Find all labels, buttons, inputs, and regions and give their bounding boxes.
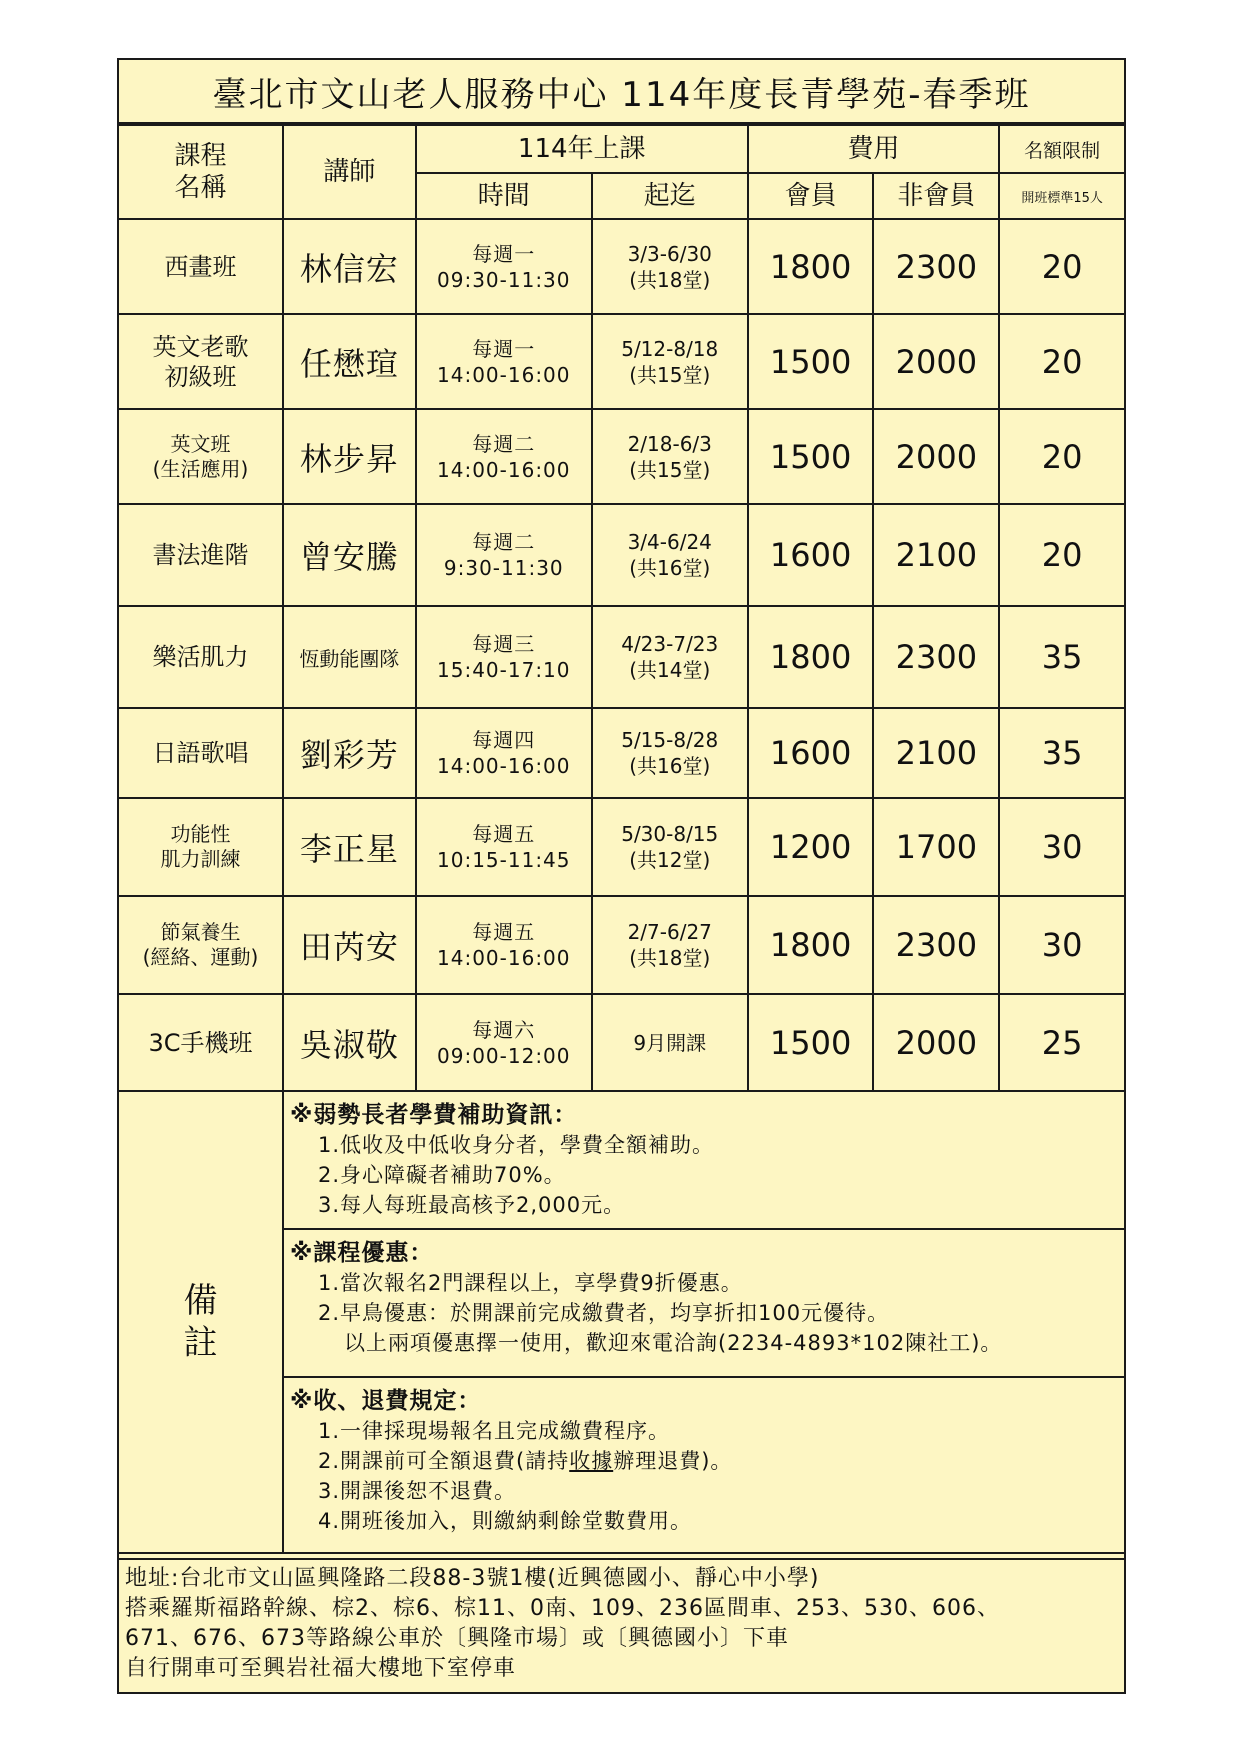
date-range: 5/12-8/18 (共15堂) — [592, 314, 748, 409]
quota: 25 — [999, 994, 1124, 1091]
teacher-name: 恆動能團隊 — [283, 606, 416, 708]
course-name: 西畫班 — [119, 219, 283, 314]
nonmember-fee: 2300 — [873, 219, 999, 314]
nonmember-fee: 2100 — [873, 504, 999, 606]
course-name: 書法進階 — [119, 504, 283, 606]
nonmember-fee: 2300 — [873, 606, 999, 708]
member-fee: 1800 — [748, 606, 874, 708]
header-member: 會員 — [748, 173, 874, 219]
quota: 35 — [999, 606, 1124, 708]
table-row — [119, 896, 1124, 994]
member-fee: 1500 — [748, 409, 874, 504]
notes-label: 備 註 — [119, 1091, 283, 1553]
class-time: 每週四 14:00-16:00 — [416, 708, 592, 798]
nonmember-fee: 1700 — [873, 798, 999, 896]
table-row — [119, 994, 1124, 1091]
discount-notes: ※課程優惠： 1.當次報名2門課程以上，享學費9折優惠。 2.早鳥優惠：於開課前完成繳費者，均享折扣100元優待。 以上兩項優惠擇一使用，歡迎來電洽詢(2234-4893*102陳社工)。 — [283, 1229, 1124, 1377]
quota: 20 — [999, 504, 1124, 606]
date-range: 5/15-8/28 (共16堂) — [592, 708, 748, 798]
class-time: 每週三 15:40-17:10 — [416, 606, 592, 708]
class-time: 每週五 14:00-16:00 — [416, 896, 592, 994]
date-range: 3/4-6/24 (共16堂) — [592, 504, 748, 606]
quota: 20 — [999, 219, 1124, 314]
teacher-name: 林步昇 — [283, 409, 416, 504]
course-name: 樂活肌力 — [119, 606, 283, 708]
class-time: 每週二 9:30-11:30 — [416, 504, 592, 606]
member-fee: 1500 — [748, 994, 874, 1091]
teacher-name: 任懋瑄 — [283, 314, 416, 409]
teacher-name: 曾安騰 — [283, 504, 416, 606]
table-row — [119, 798, 1124, 896]
refund-notes: ※收、退費規定： 1.一律採現場報名且完成繳費程序。 2.開課前可全額退費(請持收據辦理退費)。 3.開課後恕不退費。 4.開班後加入，則繳納剩餘堂數費用。 — [283, 1377, 1124, 1553]
bus-line-cont: 671、676、673等路線公車於〔興隆市場〕或〔興德國小〕下車 — [125, 1626, 789, 1651]
course-name: 節氣養生 (經絡、運動) — [119, 896, 283, 994]
quota: 20 — [999, 314, 1124, 409]
course-sheet — [117, 58, 1126, 1694]
header-quota-note: 開班標準15人 — [999, 173, 1124, 219]
quota: 35 — [999, 708, 1124, 798]
teacher-name: 李正星 — [283, 798, 416, 896]
teacher-name: 田芮安 — [283, 896, 416, 994]
member-fee: 1800 — [748, 219, 874, 314]
nonmember-fee: 2000 — [873, 409, 999, 504]
nonmember-fee: 2000 — [873, 994, 999, 1091]
nonmember-fee: 2100 — [873, 708, 999, 798]
member-fee: 1500 — [748, 314, 874, 409]
course-name: 3C手機班 — [119, 994, 283, 1091]
date-range: 9月開課 — [592, 994, 748, 1091]
address-footer — [119, 1558, 1124, 1692]
class-time: 每週一 09:30-11:30 — [416, 219, 592, 314]
date-range: 3/3-6/30 (共18堂) — [592, 219, 748, 314]
address-line: 地址:台北市文山區興隆路二段88-3號1樓(近興德國小、靜心中小學) — [125, 1566, 820, 1591]
nonmember-fee: 2300 — [873, 896, 999, 994]
member-fee: 1200 — [748, 798, 874, 896]
quota: 30 — [999, 798, 1124, 896]
table-row — [119, 606, 1124, 708]
member-fee: 1600 — [748, 708, 874, 798]
page-title: 臺北市文山老人服務中心 114年度長青學苑-春季班 — [119, 60, 1124, 124]
class-time: 每週一 14:00-16:00 — [416, 314, 592, 409]
header-nonmember: 非會員 — [873, 173, 999, 219]
teacher-name: 劉彩芳 — [283, 708, 416, 798]
course-name: 英文班 (生活應用) — [119, 409, 283, 504]
course-table — [119, 124, 1124, 1554]
date-range: 5/30-8/15 (共12堂) — [592, 798, 748, 896]
header-time: 時間 — [416, 173, 592, 219]
member-fee: 1800 — [748, 896, 874, 994]
class-time: 每週六 09:00-12:00 — [416, 994, 592, 1091]
class-time: 每週二 14:00-16:00 — [416, 409, 592, 504]
course-name: 日語歌唱 — [119, 708, 283, 798]
quota: 30 — [999, 896, 1124, 994]
member-fee: 1600 — [748, 504, 874, 606]
table-row — [119, 708, 1124, 798]
header-schedule: 114年上課 — [416, 125, 748, 173]
class-time: 每週五 10:15-11:45 — [416, 798, 592, 896]
table-row — [119, 409, 1124, 504]
date-range: 2/18-6/3 (共15堂) — [592, 409, 748, 504]
teacher-name: 吳淑敬 — [283, 994, 416, 1091]
course-name: 功能性 肌力訓練 — [119, 798, 283, 896]
bus-line: 搭乘羅斯福路幹線、棕2、棕6、棕11、0南、109、236區間車、253、530、606、 — [125, 1596, 1000, 1621]
header-quota: 名額限制 — [999, 125, 1124, 173]
date-range: 2/7-6/27 (共18堂) — [592, 896, 748, 994]
table-row — [119, 504, 1124, 606]
course-name: 英文老歌 初級班 — [119, 314, 283, 409]
parking-line: 自行開車可至興岩社福大樓地下室停車 — [125, 1656, 517, 1681]
subsidy-notes: ※弱勢長者學費補助資訊： 1.低收及中低收身分者，學費全額補助。 2.身心障礙者補助70%。 3.每人每班最高核予2,000元。 — [283, 1091, 1124, 1229]
header-course: 課程 名稱 — [119, 125, 283, 219]
header-range: 起迄 — [592, 173, 748, 219]
table-row — [119, 219, 1124, 314]
header-teacher: 講師 — [283, 125, 416, 219]
teacher-name: 林信宏 — [283, 219, 416, 314]
nonmember-fee: 2000 — [873, 314, 999, 409]
table-row — [119, 314, 1124, 409]
header-fees: 費用 — [748, 125, 999, 173]
quota: 20 — [999, 409, 1124, 504]
date-range: 4/23-7/23 (共14堂) — [592, 606, 748, 708]
